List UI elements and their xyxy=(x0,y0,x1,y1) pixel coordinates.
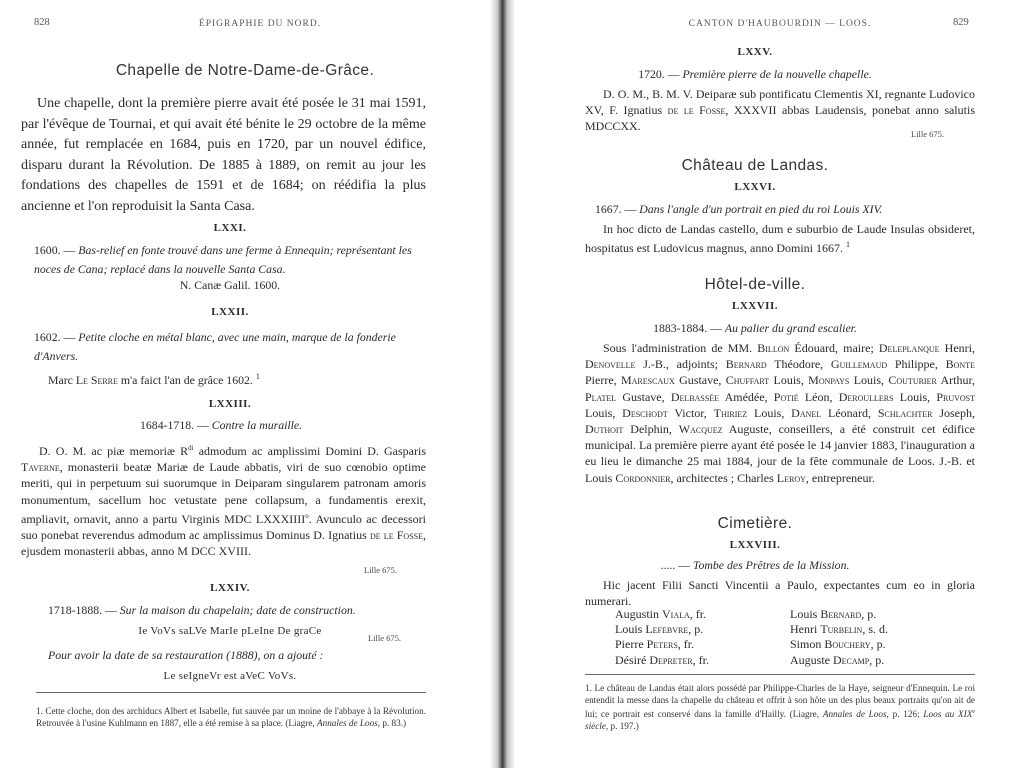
right-page xyxy=(515,0,1010,768)
text-run: Philippe, xyxy=(887,357,946,372)
surname: Delbassée xyxy=(670,389,720,404)
footnote: 1. Le château de Landas était alors possédé par Philippe-Charles de la Haye, seigneur d'Ennequin. Le roi entendit la messe dans la chapelle du château et offrit à son hôte un des plus beaux portraits qu'on ait de lui; ce portrait est conservé dans la famille d'Hailly. (Liagre, Annales de Loos, p. 126; Loos au XIXe siècle, p. 197.) xyxy=(585,683,975,732)
section-title: Chapelle de Notre-Dame-de-Grâce. xyxy=(115,62,375,79)
text-run: Théodore, xyxy=(766,357,831,372)
text-run: Henri, xyxy=(939,341,975,355)
inscription-number: LXXVII. xyxy=(732,300,778,312)
page-number: 829 xyxy=(953,17,969,28)
inscription-caption: 1602. — Petite cloche en métal blanc, avec une main, marque de la fonderie d'Anvers. xyxy=(34,330,396,363)
text-run: Pierre, xyxy=(585,373,621,388)
source-reference: Lille 675. xyxy=(368,633,402,643)
surname: Schlachter xyxy=(877,405,933,420)
footnote-divider xyxy=(36,692,426,693)
inscription-number: LXXI. xyxy=(213,222,247,234)
name-entry: Désiré Depreter, fr. xyxy=(615,652,710,667)
surname: Duthoit xyxy=(585,422,624,437)
inscription-number: LXXIII. xyxy=(208,398,252,410)
intro-paragraph: Une chapelle, dont la première pierre avait été posée le 31 mai 1591, par l'évêque de Tournai, et qui avait été bénite le 29 octobre de la même année, fut remplacée en 1684, puis en 1720, par un nouvel édifice, disparu durant la Révolution. De 1885 à 1889, on remit au jour les fondations des chapelles de 1591 et de 1684; on réédifia la plus ancienne et l'on reproduisit la Santa Casa. xyxy=(21,96,426,214)
surname: Couturier xyxy=(888,373,937,388)
source-reference: Lille 675. xyxy=(911,129,945,139)
text-run: Joseph, xyxy=(932,405,975,420)
text-run: Louis, xyxy=(893,389,937,404)
inscription-caption: 1883-1884. — Au palier du grand escalier. xyxy=(653,321,857,335)
inscription-text: In hoc dicto de Landas castello, dum e suburbio de Laude Insulas obsideret, hospitatus est Ludovicus magnus, anno Domini 1667. $^1$ xyxy=(585,222,975,256)
text-run: Amédée, xyxy=(719,389,774,404)
restoration-note: Pour avoir la date de sa restauration (1888), on a ajouté : xyxy=(48,648,324,662)
inscription-text: D. O. M., B. M. V. Deiparæ sub pontificatu Clementis XI, regnante Ludovico XV, F. Ignatius de le Fosse, XXXVII abbas Laudensis, ponebat anno salutis MDCCXX. xyxy=(585,87,975,134)
names-right-column xyxy=(790,607,970,668)
footnote-marker: 1 xyxy=(845,240,850,250)
inscription-caption: 1720. — Première pierre de la nouvelle chapelle. xyxy=(638,67,872,81)
names-left-column xyxy=(615,607,785,668)
name-entry: Simon Bouchery, p. xyxy=(790,637,886,652)
surname: Thiriez xyxy=(713,405,748,420)
inscription-text: D. O. M. ac piæ memoriæ $R^{di}$ admodum ac amplissimi Domini D. Gasparis Taverne, monasterii beatæ Mariæ de Laude abbatis, viri de suo cœnobio optime meriti, qui in perpetuum sui suorumque in Deiparam singularem patronam amoris monumentum, sacellum hoc vetustate pene collapsum, a fundamentis erexit, ampliavit, ornavit, anno a partu Virginis MDC LXXXIIII$^o$. Avunculo ac decessori suo ponebat reverendus admodum ac amplissimus Dominus D. Ignatius de le Fosse, ejusdem monasterii abbas, anno M DCC XVIII. xyxy=(21,444,427,559)
inscription-caption: 1718-1888. — Sur la maison du chapelain; date de construction. xyxy=(48,603,356,617)
footnote: 1. Cette cloche, don des archiducs Albert et Isabelle, fut sauvée par un moine de l'abbaye à la Révolution. Retrouvée à l'usine Kuhlmann en 1887, elle a été remise à sa place. (Liagre, Annales de Loos, p. 83.) xyxy=(36,706,427,728)
source-reference: Lille 675. xyxy=(364,565,398,575)
inscription-caption: 1667. — Dans l'angle d'un portrait en pied du roi Louis XIV. xyxy=(595,202,883,216)
surname: Wacquez xyxy=(678,422,723,437)
text-run: Auguste, conseillers, a été construit cet édifice municipal. La première pierre ayant été posée le 14 janvier 1883, l'inauguration a eu lieu le dimanche 25 mai 1884, jour de la fête communale de Loos. J.-B. et Louis xyxy=(585,422,976,485)
inscription-caption: ..... — Tombe des Prêtres de la Mission. xyxy=(660,558,850,572)
left-page xyxy=(0,0,490,768)
footnote-divider xyxy=(585,674,975,675)
surname: Billon xyxy=(757,341,790,355)
text-run: Gustave, xyxy=(616,389,671,404)
chronogram: Ie VoVs saLVe MarIe pLeIne De graCe xyxy=(138,625,322,637)
inscription-number: LXXV. xyxy=(737,46,773,58)
inscription-number: LXXVI. xyxy=(734,181,776,193)
running-head: ÉPIGRAPHIE DU NORD. xyxy=(198,19,322,29)
inscription-text: Hic jacent Filii Sancti Vincentii a Paulo, expectantes cum eo in gloria numerari. xyxy=(585,578,975,609)
surname: Deschodt xyxy=(622,405,668,420)
inscription-number: LXXVIII. xyxy=(729,539,781,551)
surname: Leroy xyxy=(776,470,806,485)
book-gutter xyxy=(490,0,515,768)
surname: Deleplanque xyxy=(878,341,940,355)
surname: Platel xyxy=(585,389,617,404)
surname: Danel xyxy=(791,405,822,420)
name-entry: Pierre Peters, fr. xyxy=(615,637,695,652)
inscription-text: N. Canæ Galil. 1600. xyxy=(179,278,281,292)
name-entry: Augustin Viala, fr. xyxy=(615,607,707,621)
page-number: 828 xyxy=(34,17,50,28)
surname: Monpays xyxy=(808,373,850,388)
surname: Deroullers xyxy=(838,389,894,404)
name-entry: Henri Turbelin, s. d. xyxy=(790,622,888,637)
surname: Potié xyxy=(773,389,799,404)
inscription-caption: 1684-1718. — Contre la muraille. xyxy=(140,418,303,432)
section-title: Cimetière. xyxy=(717,515,793,532)
text-run: , entrepreneur. xyxy=(805,470,875,485)
surname: Bonte xyxy=(945,357,975,372)
surname: Pruvost xyxy=(936,389,975,404)
text-run: J.-B., adjoints; xyxy=(635,357,726,372)
text-run: , architectes ; Charles xyxy=(670,470,777,485)
inscription-text xyxy=(585,340,975,486)
surname: Cordonnier xyxy=(615,470,671,485)
name-entry: Louis Lefebvre, p. xyxy=(615,622,704,637)
name-entry: Auguste Decamp, p. xyxy=(790,652,885,667)
running-head: CANTON D'HAUBOURDIN — LOOS. xyxy=(688,19,872,29)
text-run: Victor, xyxy=(667,405,714,420)
text-run: Louis, xyxy=(747,405,792,420)
text-run: Léon, xyxy=(798,389,839,404)
text-run: Louis, xyxy=(849,373,889,388)
name-entry: Louis Bernard, p. xyxy=(790,607,877,621)
section-title: Hôtel-de-ville. xyxy=(704,276,806,293)
text-run: Édouard, maire; xyxy=(789,341,879,355)
footnote-marker: 1 xyxy=(255,372,260,381)
surname: Bernard xyxy=(725,357,767,372)
text-run: Arthur, xyxy=(936,373,976,388)
inscription-number: LXXII. xyxy=(211,306,249,318)
surname: Denovelle xyxy=(585,357,636,372)
surname: Chuffart xyxy=(725,373,770,388)
surname: Marescaux xyxy=(620,373,675,388)
text-run: Delphin, xyxy=(623,422,679,437)
text-run: Léonard, xyxy=(821,405,878,420)
chronogram: Le seIgneVr est aVeC VoVs. xyxy=(163,670,297,682)
text-run: Louis, xyxy=(585,405,623,420)
text-run: Sous l'administration de MM. xyxy=(603,341,758,355)
text-run: Gustave, xyxy=(674,373,726,388)
text-run: Louis, xyxy=(769,373,809,388)
inscription-text: Marc Le Serre m'a faict l'an de grâce 1602. $^1$ xyxy=(48,372,260,387)
section-title: Château de Landas. xyxy=(681,157,829,174)
surname: Guillemaud xyxy=(830,357,888,372)
inscription-caption: 1600. — Bas-relief en fonte trouvé dans une ferme à Ennequin; représentant les noces de Cana; replacé dans la nouvelle Santa Casa. xyxy=(34,243,412,276)
inscription-number: LXXIV. xyxy=(210,582,250,594)
